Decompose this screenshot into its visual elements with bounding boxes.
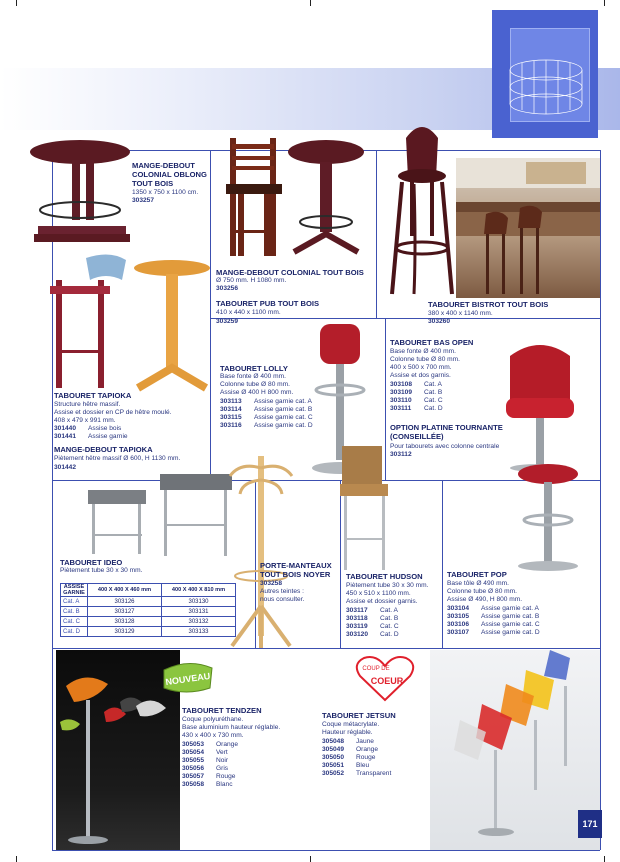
variant-code: 301440 [54, 425, 77, 432]
table-cell: 303130 [162, 597, 236, 607]
variant-code: 303106 [447, 621, 470, 628]
product-desc: Colonne tube Ø 80 mm. [220, 381, 291, 388]
product-desc: Piètement tube 30 x 30 mm. [346, 582, 429, 589]
variant-label: Jaune [356, 738, 374, 745]
table-cell: 303127 [88, 607, 162, 617]
variant-label: Assise garnie cat. C [481, 621, 540, 628]
variant-label: Assise garnie cat. C [254, 414, 313, 421]
variant-label: Orange [216, 741, 238, 748]
bas-open-stool-image [500, 340, 590, 472]
product-title: TABOURET JETSUN [322, 711, 396, 720]
table-cell: 303129 [88, 627, 162, 637]
variant-label: Cat. A [380, 607, 398, 614]
tapioka-table-image [132, 258, 214, 392]
product-desc: 400 x 500 x 700 mm. [390, 364, 452, 371]
variant-row [390, 405, 443, 413]
coup-de-coeur-bottom-text: COEUR [370, 676, 404, 686]
product-desc: 450 x 510 x 1100 mm. [346, 590, 411, 597]
jetsun-stools-photo [430, 650, 600, 850]
nouveau-badge-text: NOUVEAU [164, 670, 211, 688]
product-desc: Base tôle Ø 490 mm. [447, 580, 509, 587]
pub-stool-image [224, 138, 288, 258]
table-cell: 303128 [88, 617, 162, 627]
variant-label: Gris [216, 765, 229, 772]
product-note: Autres teintes : [260, 588, 304, 595]
variant-label: Cat. B [424, 389, 443, 396]
variant-row [182, 765, 228, 773]
variant-code: 305050 [322, 754, 345, 761]
product-note: nous consulter. [260, 596, 305, 603]
variant-code: 305048 [322, 738, 345, 745]
variant-row [182, 781, 233, 789]
variant-label: Bleu [356, 762, 370, 769]
variant-code: 305054 [182, 749, 205, 756]
variant-code: 305051 [322, 762, 345, 769]
table-row [61, 607, 236, 617]
coup-de-coeur-top-text: COUP DE [362, 666, 390, 672]
bistrot-stool-image [388, 118, 456, 296]
variant-row [390, 397, 443, 405]
table-cell: 303132 [162, 617, 236, 627]
divider [52, 850, 600, 851]
crop-mark [604, 0, 605, 6]
variant-row [447, 621, 540, 629]
product-desc: Colonne tube Ø 80 mm. [390, 356, 461, 363]
variant-label: Assise garnie [88, 433, 128, 440]
product-title: TABOURET HUDSON [346, 572, 423, 581]
product-title: MANGE-DEBOUT COLONIAL TOUT BOIS [216, 268, 364, 277]
variant-row [220, 406, 312, 414]
product-title: PORTE-MANTEAUX TOUT BOIS NOYER [260, 561, 332, 579]
product-code: 303259 [216, 318, 239, 325]
product-desc: Base fonte Ø 400 mm. [220, 373, 286, 380]
variant-row [322, 762, 369, 770]
variant-row [447, 629, 540, 637]
product-desc: Assise et dossier en CP de hêtre moulé. [54, 409, 172, 416]
variant-label: Assise bois [88, 425, 122, 432]
variant-code: 303104 [447, 605, 470, 612]
product-title: MANGE-DEBOUT COLONIAL OBLONG TOUT BOIS [132, 161, 207, 188]
nouveau-badge [160, 660, 216, 694]
variant-label: Assise garnie cat. A [481, 605, 539, 612]
oblong-table-image [26, 138, 134, 254]
product-title: TABOURET IDEO [60, 558, 123, 567]
variant-label: Assise garnie cat. B [481, 613, 540, 620]
bistrot-bar-photo [456, 158, 600, 298]
table-cell: Cat. A [61, 597, 88, 607]
wireframe-table-illustration [500, 48, 592, 118]
variant-label: Cat. B [380, 615, 399, 622]
divider [376, 150, 377, 318]
variant-row [54, 433, 128, 441]
table-cell: Cat. C [61, 617, 88, 627]
variant-code: 303119 [346, 623, 368, 630]
variant-label: Assise garnie cat. D [481, 629, 540, 636]
product-title: TABOURET PUB TOUT BOIS [216, 299, 320, 308]
product-title: TABOURET BAS OPEN [390, 338, 474, 347]
variant-code: 305056 [182, 765, 205, 772]
table-row [61, 617, 236, 627]
variant-label: Cat. C [424, 397, 443, 404]
variant-label: Cat. D [424, 405, 443, 412]
product-code: 303260 [428, 318, 451, 325]
variant-row [346, 623, 399, 631]
product-code: 303256 [216, 285, 239, 292]
table-cell: Cat. D [61, 627, 88, 637]
variant-row [346, 615, 398, 623]
variant-code: 305058 [182, 781, 205, 788]
variant-code: 305053 [182, 741, 205, 748]
crop-mark [310, 0, 311, 6]
product-desc: Base aluminium hauteur réglable. [182, 724, 281, 731]
page-number: 171 [578, 810, 602, 838]
product-desc: Assise Ø 490, H 800 mm. [447, 596, 523, 603]
variant-code: 303118 [346, 615, 368, 622]
table-cell: Cat. B [61, 607, 88, 617]
ideo-price-table [60, 583, 236, 637]
variant-row [182, 741, 238, 749]
variant-row [220, 398, 312, 406]
crop-mark [604, 856, 605, 862]
variant-row [322, 770, 391, 778]
variant-code: 303110 [390, 397, 412, 404]
variant-row [322, 738, 374, 746]
product-desc: Assise et dossier garnis. [346, 598, 418, 605]
product-desc: Hauteur réglable. [322, 729, 373, 736]
table-header: 400 X 400 X 460 mm [88, 584, 162, 597]
product-desc: Base fonte Ø 400 mm. [390, 348, 456, 355]
crop-mark [16, 0, 17, 6]
variant-label: Rouge [216, 773, 236, 780]
variant-label: Cat. A [424, 381, 442, 388]
product-title: OPTION PLATINE TOURNANTE (CONSEILLÉE) [390, 423, 503, 441]
variant-label: Noir [216, 757, 229, 764]
product-dims: 1350 x 750 x 1100 cm. [132, 189, 199, 196]
variant-code: 303114 [220, 406, 242, 413]
variant-code: 303107 [447, 629, 470, 636]
coup-de-coeur-heart-icon [354, 654, 416, 704]
product-title: MANGE-DEBOUT TAPIOKA [54, 445, 153, 454]
variant-label: Cat. D [380, 631, 399, 638]
variant-row [447, 613, 539, 621]
product-desc: 408 x 479 x 991 mm. [54, 417, 116, 424]
product-desc: Structure hêtre massif. [54, 401, 121, 408]
variant-row [322, 746, 378, 754]
variant-row [182, 773, 235, 781]
table-header: 400 X 400 X 810 mm [162, 584, 236, 597]
variant-label: Assise garnie cat. B [254, 406, 313, 413]
variant-row [390, 381, 442, 389]
variant-row [447, 605, 539, 613]
product-note: Pour tabourets avec colonne centrale [390, 443, 500, 450]
product-code: 303112 [390, 451, 412, 458]
product-title: TABOURET TENDZEN [182, 706, 262, 715]
colonial-round-table-image [284, 138, 368, 256]
variant-code: 305055 [182, 757, 205, 764]
divider [442, 480, 443, 648]
variant-label: Cat. C [380, 623, 399, 630]
product-dims: 380 x 400 x 1140 mm. [428, 310, 493, 317]
product-title: TABOURET TAPIOKA [54, 391, 132, 400]
product-code: 303258 [260, 580, 283, 587]
product-dims: Ø 750 mm. H 1080 mm. [216, 277, 287, 284]
variant-code: 305057 [182, 773, 205, 780]
variant-code: 305049 [322, 746, 345, 753]
table-row [61, 627, 236, 637]
variant-row [390, 389, 442, 397]
table-header: ASSISE GARNIE [61, 584, 88, 597]
product-dims: 410 x 440 x 1100 mm. [216, 309, 281, 316]
tapioka-stool-image [46, 250, 128, 390]
variant-label: Assise garnie cat. D [254, 422, 313, 429]
variant-row [220, 422, 313, 430]
hudson-stool-image [338, 444, 414, 572]
variant-code: 301441 [54, 433, 77, 440]
product-desc: 430 x 400 x 730 mm. [182, 732, 244, 739]
product-desc: Piètement tube 30 x 30 mm. [60, 567, 143, 574]
product-title: TABOURET POP [447, 570, 507, 579]
product-desc: Coque métacrylate. [322, 721, 380, 728]
table-cell: 303126 [88, 597, 162, 607]
variant-row [182, 749, 228, 757]
product-title: TABOURET LOLLY [220, 364, 288, 373]
product-desc: Coque polyuréthane. [182, 716, 244, 723]
variant-row [346, 607, 398, 615]
variant-row [220, 414, 313, 422]
variant-code: 303116 [220, 422, 242, 429]
crop-mark [16, 856, 17, 862]
variant-code: 305052 [322, 770, 345, 777]
variant-row [322, 754, 375, 762]
variant-row [346, 631, 399, 639]
crop-mark [310, 856, 311, 862]
variant-row [182, 757, 228, 765]
variant-code: 303108 [390, 381, 413, 388]
variant-code: 303115 [220, 414, 242, 421]
variant-code: 303117 [346, 607, 368, 614]
pop-stool-image [510, 462, 590, 572]
variant-code: 303109 [390, 389, 413, 396]
product-code: 301442 [54, 464, 77, 471]
table-cell: 303131 [162, 607, 236, 617]
variant-label: Blanc [216, 781, 233, 788]
table-row [61, 597, 236, 607]
variant-label: Vert [216, 749, 228, 756]
variant-label: Transparent [356, 770, 392, 777]
variant-code: 303120 [346, 631, 369, 638]
product-desc: Assise et dos garnis. [390, 372, 451, 379]
variant-code: 303105 [447, 613, 470, 620]
product-desc: Assise Ø 400 H 800 mm. [220, 389, 294, 396]
product-desc: Colonne tube Ø 80 mm. [447, 588, 518, 595]
variant-row [54, 425, 121, 433]
variant-code: 303113 [220, 398, 242, 405]
product-title: TABOURET BISTROT TOUT BOIS [428, 300, 549, 309]
product-dims: Piètement hêtre massif Ø 600, H 1130 mm. [54, 455, 181, 462]
table-cell: 303133 [162, 627, 236, 637]
divider [600, 150, 601, 850]
variant-code: 303111 [390, 405, 412, 412]
divider [52, 648, 600, 649]
divider [210, 318, 600, 319]
product-code: 303257 [132, 197, 155, 204]
variant-label: Rouge [356, 754, 376, 761]
variant-label: Orange [356, 746, 378, 753]
variant-label: Assise garnie cat. A [254, 398, 312, 405]
